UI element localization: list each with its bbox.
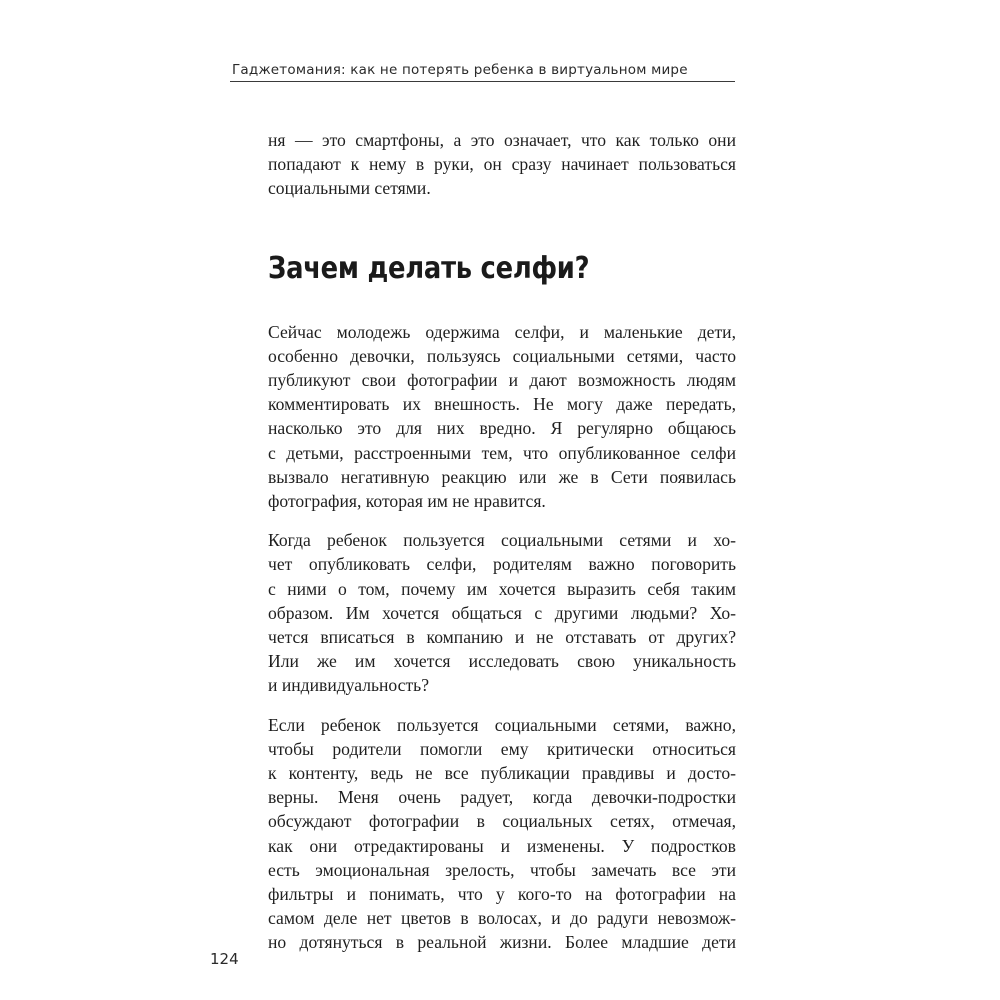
text-line: и индивидуальность? [268,675,429,696]
text-line: верны. Меня очень радует, когда девочки-подростки [268,787,736,808]
text-line: с ними о том, почему им хочется выразить себя таким [268,578,736,599]
text-line: к контенту, ведь не все публикации правдивы и досто- [268,763,736,784]
text-line: обсуждают фотографии в социальных сетях, отмечая, [268,811,736,832]
section-title: Зачем делать селфи? [268,250,590,286]
text-line: насколько это для них вредно. Я регулярно общаюсь [268,418,736,439]
text-line: социальными сетями. [268,178,431,199]
page-number: 124 [210,950,239,968]
text-line: чется вписаться в компанию и не отставать от других? [268,627,736,648]
text-line: публикуют свои фотографии и дают возможность людям [268,370,736,391]
paragraph [268,320,736,514]
header-rule [230,81,735,82]
text-line: с детьми, расстроенными тем, что опубликованное селфи [268,442,736,463]
text-line: но дотянуться в реальной жизни. Более младшие дети [268,932,736,953]
text-line: образом. Им хочется общаться с другими людьми? Хо- [268,602,736,623]
text-line: вызвало негативную реакцию или же в Сети появилась [268,466,736,487]
text-line: попадают к нему в руки, он сразу начинает пользоваться [268,154,736,175]
text-line: Когда ребенок пользуется социальными сетями и хо- [268,530,736,551]
text-line: Сейчас молодежь одержима селфи, и маленькие дети, [268,321,736,342]
text-line: самом деле нет цветов в волосах, и до радуги невозмож- [268,908,736,929]
running-header: Гаджетомания: как не потерять ребенка в виртуальном мире [232,62,688,78]
text-line: чтобы родители помогли ему критически относиться [268,738,736,759]
text-line: фотография, которая им не нравится. [268,491,546,512]
text-line: комментировать их внешность. Не могу даже передать, [268,394,736,415]
text-line: особенно девочки, пользуясь социальными сетями, часто [268,345,736,366]
text-line: Если ребенок пользуется социальными сетями, важно, [268,714,736,735]
text-line: фильтры и понимать, что у кого-то на фотографии на [268,884,736,905]
paragraph [268,528,736,697]
paragraph [268,713,736,955]
text-line: как они отредактированы и изменены. У подростков [268,835,736,856]
text-line: ня — это смартфоны, а это означает, что как только они [268,130,736,150]
text-line: есть эмоциональная зрелость, чтобы замечать все эти [268,859,736,880]
text-line: Или же им хочется исследовать свою уникальность [268,651,736,672]
text-line: чет опубликовать селфи, родителям важно поговорить [268,554,736,575]
paragraph-continued [268,128,736,201]
page-content [268,128,736,955]
